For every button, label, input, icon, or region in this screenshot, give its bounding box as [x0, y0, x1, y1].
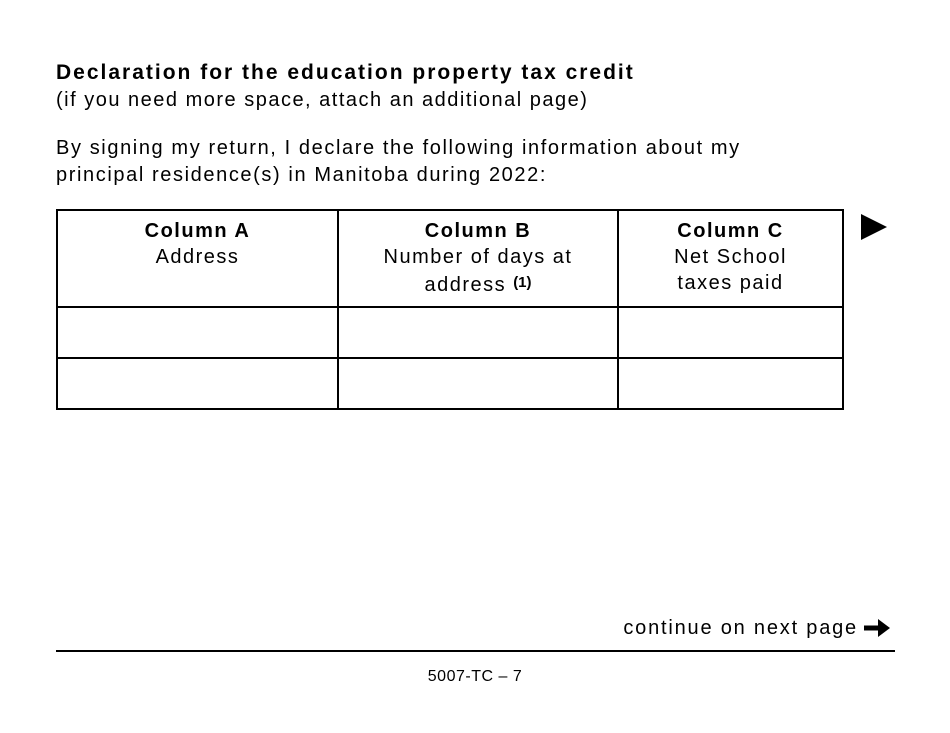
column-b-header [338, 210, 618, 307]
continue-on-next-page [623, 616, 892, 640]
column-a-header [57, 210, 338, 307]
right-triangle-icon [861, 214, 887, 240]
net-school-taxes-cell[interactable] [618, 358, 843, 409]
table-header-row [57, 210, 843, 307]
column-b-description-text: address [424, 274, 507, 296]
column-b-description-line-1: Number of days at [383, 246, 573, 268]
days-at-address-cell[interactable] [338, 307, 618, 358]
table-row [57, 307, 843, 358]
continue-text: continue on next page [623, 616, 858, 639]
footnote-reference: (1) [513, 274, 532, 291]
address-cell[interactable] [57, 358, 338, 409]
address-cell[interactable] [57, 307, 338, 358]
declaration-intro [56, 135, 741, 189]
column-b-heading: Column B [424, 220, 532, 242]
form-subtitle: (if you need more space, attach an additional page) [56, 89, 589, 111]
declaration-intro-line-1: By signing my return, I declare the following information about my [56, 137, 741, 159]
footer-divider [56, 650, 895, 652]
column-a-description: Address [155, 246, 240, 268]
column-b-description-line-2 [339, 270, 617, 298]
column-c-heading: Column C [677, 220, 784, 242]
days-at-address-cell[interactable] [338, 358, 618, 409]
table-row [57, 358, 843, 409]
column-c-description-line-2: taxes paid [677, 272, 784, 294]
column-a-heading: Column A [144, 220, 251, 242]
right-arrow-icon [862, 616, 892, 640]
declaration-intro-line-2: principal residence(s) in Manitoba during 2022: [56, 164, 547, 186]
column-c-description-line-1: Net School [674, 246, 787, 268]
column-c-header [618, 210, 843, 307]
form-title: Declaration for the education property tax credit [56, 61, 635, 84]
net-school-taxes-cell[interactable] [618, 307, 843, 358]
residence-table [56, 209, 844, 410]
page-number: 5007-TC – 7 [427, 668, 523, 685]
